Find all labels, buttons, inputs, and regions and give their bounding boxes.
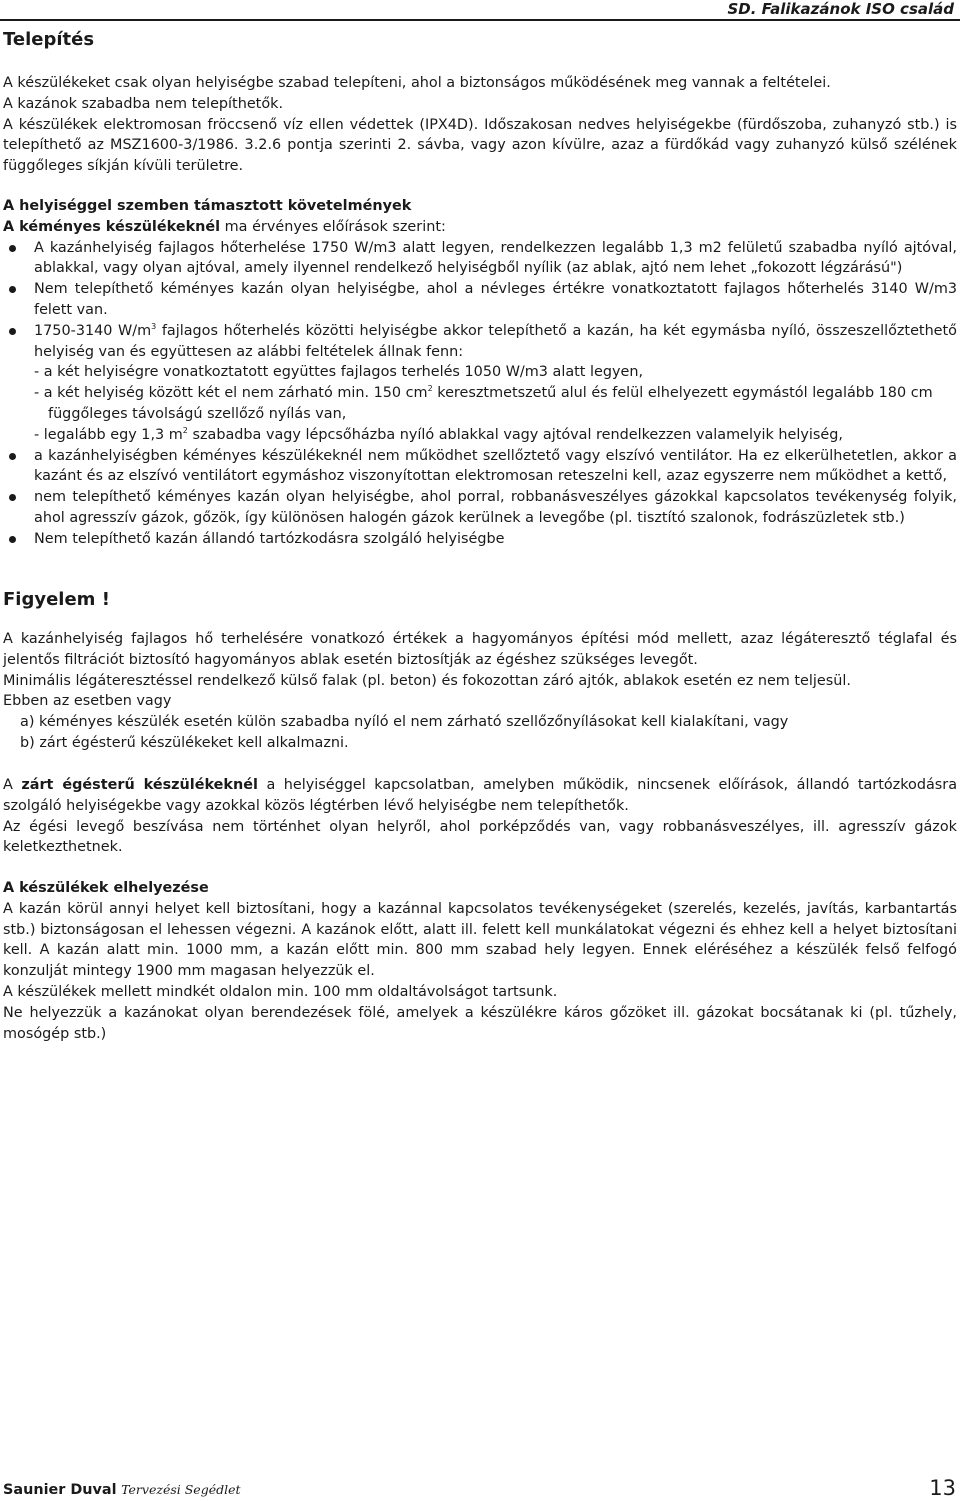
placement-paragraph-2: A készülékek mellett mindkét oldalon min. 100 mm oldaltávolságot tartsunk. — [3, 983, 558, 1000]
header-rule — [0, 19, 960, 21]
requirement-item-2: Nem telepíthető kéményes kazán olyan helyiségbe, ahol a névleges értékre vonatkoztatott fajlagos hőterhelés 3140 W/m3 felett van. — [3, 279, 957, 321]
sealed-paragraph-1-pre: A — [3, 777, 22, 793]
footer-brand-name: Saunier Duval — [3, 1482, 117, 1498]
warning-paragraph-3: Ebben az esetben vagy — [3, 693, 172, 710]
intro-line-1: A készülékeket csak olyan helyiségbe szabad telepíteni, ahol a biztonságos működésének meg vannak a feltételei. — [3, 75, 831, 91]
placement-heading: A készülékek elhelyezése — [3, 880, 209, 896]
sub-condition-3-text-b: szabadba vagy lépcsőházba nyíló ablakkal vagy ajtóval rendelkezzen valamelyik helyiség, — [187, 426, 843, 443]
sub-condition-2-text-a: - a két helyiség között két el nem zárható min. 150 cm — [34, 385, 428, 402]
requirement-item-3-text-a: 1750-3140 W/m — [34, 322, 152, 339]
requirement-item-6: Nem telepíthető kazán állandó tartózkodásra szolgáló helyiségbe — [3, 529, 957, 550]
requirements-heading: A helyiséggel szemben támasztott követelmények — [3, 198, 412, 214]
requirements-lead — [3, 217, 957, 238]
intro-line-2: A kazánok szabadba nem telepíthetők. — [3, 95, 284, 112]
warning-block — [3, 629, 957, 754]
sub-condition-3 — [3, 425, 957, 446]
requirements-block — [3, 196, 957, 550]
requirement-item-3-text-b: fajlagos hőterhelés közötti helyiségbe akkor telepíthető a kazán, ha két egymásba nyíló, összeszellőztethető helyiség van és együttesen az alábbi feltételek állnak fenn: — [34, 322, 957, 360]
requirement-item-1: A kazánhelyiség fajlagos hőterhelése 1750 W/m3 alatt legyen, rendelkezzen legalább 1,3 m2 felületű szabadba nyíló ajtóval, ablakkal, vagy olyan ajtóval, amely ilyennel rendelkező helyiségből nyílik (az ablak, ajtó nem lehet „fokozott légzárású") — [3, 238, 957, 280]
sealed-paragraph-1-rest: a helyiséggel kapcsolatban, amelyben működik, nincsenek előírások, állandó tartózkodásra szolgáló helyiségekbe vagy azokkal közös légtérben lévő helyiségbe nem telepíthetők. — [3, 777, 958, 814]
sealed-paragraph-2: Az égési levegő beszívása nem történhet olyan helyről, ahol porképződés van, vagy robbanásveszélyes, ill. agresszív gázok keletkezthetnek. — [3, 818, 957, 856]
footer-brand — [3, 1481, 241, 1499]
sealed-paragraph-1 — [3, 775, 957, 817]
intro-line-3: A készülékek elektromosan fröccsenő víz ellen védettek (IPX4D). Időszakosan nedves helyiségekbe (fürdőszoba, zuhanyzó stb.) is telepíthető az MSZ1600-3/1986. 3.2.6 pontja szerinti 2. sávba, vagy azon kívülre, azaz a fürdőkád vagy zuhanyzó külső szélének függőleges síkján kívüli területre. — [3, 116, 957, 175]
requirement-item-4: a kazánhelyiségben kéményes készülékeknél nem működhet szellőztető vagy elszívó ventilátor. Ha ez elkerülhetetlen, akkor a kazánt és az elszívó ventilátort egymáshoz viszonyítottan elektromosan reteszelni kell, azaz egyszerre nem működhet a kettő, — [3, 446, 957, 488]
requirements-lead-rest: ma érvényes előírások szerint: — [220, 218, 446, 235]
warning-title: Figyelem ! — [3, 589, 110, 610]
placement-paragraph-3: Ne helyezzük a kazánokat olyan berendezések fölé, amelyek a készülékre káros gőzöket ill. gázokat bocsátanak ki (pl. tűzhely, mosógép stb.) — [3, 1004, 957, 1042]
page-number: 13 — [929, 1476, 956, 1500]
placement-block — [3, 878, 957, 1044]
requirements-list — [3, 238, 957, 363]
requirement-item-5: nem telepíthető kéményes kazán olyan helyiségbe, ahol porral, robbanásveszélyes gázokkal kapcsolatos tevékenység folyik, ahol agresszív gázok, gőzök, így különösen halogén gázok kerülnek a levegőbe (pl. tisztító szalonok, fodrászüzletek stb.) — [3, 487, 957, 529]
sealed-appliance-block — [3, 775, 957, 858]
sub-condition-2-text-b: keresztmetszetű alul és felül elhelyezett egymástól legalább 180 cm — [432, 385, 933, 402]
sealed-paragraph-1-bold: zárt égésterű készülékeknél — [21, 777, 258, 793]
section-title: Telepítés — [3, 29, 95, 50]
sub-condition-2 — [3, 383, 957, 404]
requirements-lead-bold: A kéményes készülékeknél — [3, 218, 221, 235]
sub-condition-2-sup: 2 — [427, 384, 433, 394]
requirements-list-continued — [3, 446, 957, 550]
warning-paragraph-2: Minimális légáteresztéssel rendelkező külső falak (pl. beton) és fokozottan záró ajtók, ablakok esetén ez nem teljesül. — [3, 672, 851, 689]
requirement-item-3-sup: 3 — [151, 321, 157, 331]
warning-option-a: a) kéményes készülék esetén külön szabadba nyíló el nem zárható szellőzőnyílásokat kell kialakítani, vagy — [20, 714, 789, 731]
placement-paragraph-1: A kazán körül annyi helyet kell biztosítani, hogy a kazánnal kapcsolatos tevékenységeket (szerelés, kezelés, javítás, karbantartás stb.) biztonságosan el lehessen végezni. A kazánok előtt, alatt ill. felett kell munkálatokat végezni és ehhez kell a helyet biztosítani kell. A kazán alatt min. 1000 mm, a kazán előtt min. 800 mm szabad hely legyen. Ennek eléréséhez a készülék felső felfogó konzulját mintegy 1900 mm magasan helyezzük el. — [3, 900, 957, 980]
sub-condition-3-text-a: - legalább egy 1,3 m — [34, 426, 183, 443]
sub-condition-3-sup: 2 — [182, 425, 188, 435]
footer-doc-name: Tervezési Segédlet — [121, 1482, 241, 1497]
warning-option-b: b) zárt égésterű készülékeket kell alkalmazni. — [20, 734, 349, 751]
sub-condition-1: - a két helyiségre vonatkoztatott együttes fajlagos terhelés 1050 W/m3 alatt legyen, — [34, 364, 644, 381]
intro-block — [3, 73, 957, 177]
requirement-item-3 — [3, 321, 957, 363]
warning-paragraph-1: A kazánhelyiség fajlagos hő terhelésére vonatkozó értékek a hagyományos építési mód mellett, azaz légáteresztő téglafal és jelentős filtrációt biztosító hagyományos ablak esetén biztosítják az égéshez szükséges levegőt. — [3, 631, 957, 668]
document-header-title: SD. Falikazánok ISO család — [727, 0, 954, 18]
sub-condition-2-continued: függőleges távolságú szellőző nyílás van, — [48, 405, 347, 422]
